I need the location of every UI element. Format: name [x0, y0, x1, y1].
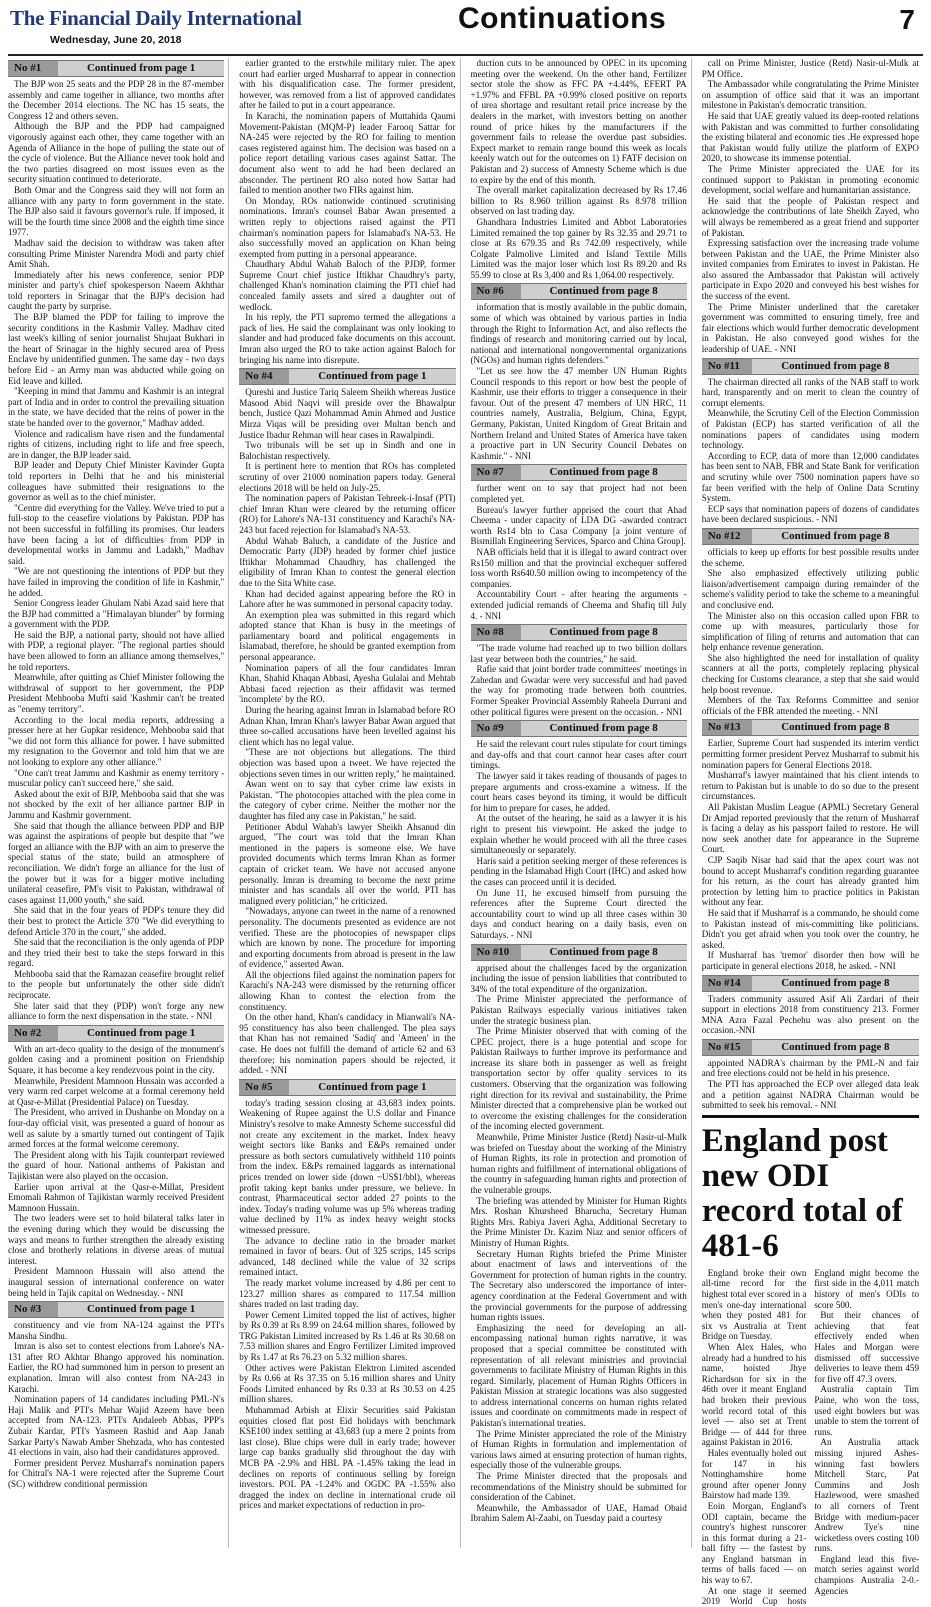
- paragraph: "One can't treat Jammu and Kashmir as enemy territory - muscular policy can't succeed here," she said.: [8, 767, 225, 789]
- paragraph: The chairman directed all ranks of the NAB staff to work hard, transparently and on merit to clean the country of corrupt elements.: [701, 376, 919, 408]
- continuation-story: [239, 1079, 455, 1511]
- paragraph: "Centre did everything for the Valley. We've tried to put a full-stop to the ceasefire violations by Pakistan. PDP has not been successful in fulfilling its promises. Our leaders have been facing a lot of difficulties from PDP in developmental works in Jammu and Ladakh," Madhav said.: [8, 502, 225, 566]
- continuation-header: [471, 944, 687, 961]
- paragraph: Petitioner Abdul Wahab's lawyer Sheikh Ahsanud din argued, "The court was told that the Imran Khan mentioned in the papers is someone else. We have provided documents which terms Imran Khan as former captain of cricket team. We have not accused anyone personally. Imran is dreaming to become the next prime minister and has scandals all over the world. PTI has maligned every politician," he criticized.: [239, 821, 456, 906]
- continuation-story: [702, 975, 919, 1036]
- continuation-header: [702, 528, 919, 545]
- paragraph: Both Omar and the Congress said they will not form an alliance with any party to form government in the state. The BJP also said it favours governor's rule. If imposed, it will be the fourth time since 2008 and the eighth time since 1977.: [8, 184, 225, 238]
- issue-date: Wednesday, June 20, 2018: [50, 34, 182, 46]
- continuation-story: [239, 368, 455, 1076]
- continuation-header: [702, 1039, 919, 1056]
- paragraph: An Australia attack missing injured Ashes-winning fast bowlers Mitchell Starc, Pat Cummins and Josh Hazlewood, were smashed to all corners of Trent Bridge with medium-pacer Andrew Tye's nine wicketless overs costing 100 runs.: [814, 1437, 919, 1554]
- paragraph: call on Prime Minister, Justice (Retd) Nasir-ul-Mulk at PM Office.: [701, 58, 919, 79]
- paragraph: He said that if Musharraf is a commando, he should come to Pakistan instead of mis-committing like politicians. Didn't you get afraid when you took over the country, he asked.: [701, 907, 919, 950]
- column-2: [239, 58, 460, 1548]
- continuation-story: [702, 719, 919, 971]
- paragraph: Secretary Human Rights briefed the Prime Minister about enactment of laws and interventions of the Government for protection of human rights in the country. The Secretary also underscored the importance of inter-agency coordination at the Federal Government and with the provincial governments for the purpose of addressing human rights issues.: [470, 1248, 687, 1323]
- paragraph: CJP Saqib Nisar had said that the apex court was not bound to accept Musharraf's condition regarding guarantee for his return, as the court has already granted him protection by letting him to practice politics in Pakistan without any fear.: [701, 854, 919, 908]
- continuation-story: [471, 624, 687, 717]
- continuation-number: No #15: [702, 1040, 752, 1055]
- paragraph: The nomination papers of Pakistan Tehreek-i-Insaf (PTI) chief Imran Khan were cleared by the returning officer (RO) for Lahore's NA-131 constituency and Karachi's NA-243 but faced rejection for Islamabad's NA-53.: [239, 493, 456, 535]
- paragraph: He said that the people of Pakistan respect and acknowledge the contributions of late Sheikh Zayed, who will always be remembered as a great friend and supporter of Pakistan.: [701, 195, 919, 238]
- paragraph: The two leaders were set to hold bilateral talks later in the evening during which they would be discussing the ways and means to further strengthen the already existing close and brotherly relations in diverse areas of mutual interest.: [8, 1213, 225, 1266]
- continuation-number: No #11: [702, 359, 752, 374]
- continuation-number: No #9: [471, 721, 521, 736]
- paragraph: In Karachi, the nomination papers of Muttahida Qaumi Movement-Pakistan (MQM-P) leader Farooq Sattar for NA-245 were rejected by the RO for failing to mention cases registered against him. The decision was based on a police report detailing various cases against Sattar. The document also went to add he had been declared an absconder. The pertinent RO also noted how Sattar had failed to mention another two FIRs against him.: [239, 110, 456, 196]
- paragraph: Qureshi and Justice Tariq Saleem Sheikh whereas Justice Masood Abid Naqvi will preside over the Bhawalpur bench, Justice Qazi Mohammad Amin Ahmed and Justice Mirza Viqas will be presiding over Multan bench and Justice Ibadur Rehman will hear cases in Rawalpindi.: [239, 387, 456, 440]
- continuation-number: No #3: [8, 1302, 58, 1317]
- continuation-label: Continued from page 8: [549, 285, 658, 298]
- paragraph: All the objections filed against the nomination papers for Karachi's NA-243 were dismissed by the returning officer allowing Khan to contest the election from the constituency.: [239, 969, 456, 1012]
- continuation-header: [702, 975, 919, 992]
- continuation-header: [471, 464, 687, 481]
- paragraph: today's trading session closing at 43,683 index points. Weakening of Rupee against the U.S dollar and Finance Ministry's resolve to make Amnesty Scheme successful did not create any excitement in the market. Index heavy weight sectors like Banks and E&Ps remained under pressure as both sectors cumulatively withheld 110 points from the index. E&Ps remained laggards as international prices trended on lower side (down ~US$1/bbl), whereas profit taking kept banks under pressure, we believe. In contrast, Pharmaceutical sector added 27 points to the index. Today's trading volume was up 5% whereas trading value declined by 11% as index heavy weight stocks witnessed pressure.: [239, 1097, 456, 1235]
- continuation-header: [8, 1025, 224, 1042]
- paragraph: Ghandhara Industries Limited and Abbot Laboratories Limited remained the top gainer by Rs 32.35 and 29.71 to close at Rs 679.35 and Rs 742.09 respectively, while Colgate Palmolive Limited and Island Textile Mills Limited was the major loser which lost Rs 89.20 and Rs 55.99 to close at Rs 3,400 and Rs 1,064.00 respectively.: [470, 216, 687, 280]
- paragraph: England lead this five-match series against world champions Australia 2-0.-Agencies: [814, 1553, 919, 1596]
- continuation-header: [8, 1301, 224, 1318]
- masthead: [8, 0, 923, 56]
- continuation-story: [471, 283, 687, 461]
- paragraph: Nomination papers of all the four candidates Imran Khan, Shahid Khaqan Abbasi, Ayesha Gulalai and Mehtab Abbasi faced rejection as their affidavit was termed 'incomplete' by the RO.: [239, 662, 456, 705]
- continuation-number: No #7: [471, 465, 521, 480]
- paragraph: information that is mostly available in the public domain, some of which was obtained by various parties in India through the Right to Information Act, and also reflects the findings of research and monitoring carried out by local, national and international nongovernmental organizations (NGOs) and human rights defenders.": [470, 302, 687, 366]
- continuation-header: [471, 283, 687, 300]
- paragraph: Power Cement Limited topped the list of actives, higher by Rs 0.39 at Rs 8.99 on 24.64 million shares, followed by TRG Pakistan Limited increased by Rs 1.46 at Rs 30.68 on 7.53 million shares and Engro Fertilizer Limited improved by Rs 1.47 at Rs 76.23 on 5.32 million shares.: [239, 1309, 456, 1363]
- paragraph: She said that in the four years of PDP's tenure they did their best to protect the Article 370 "We did everything to defend Article 370 in the court," she added.: [8, 905, 225, 937]
- england-headline: England post new ODI record total of 481-6: [701, 1122, 903, 1264]
- paragraph: Accountability Court - after hearing the arguments - extended judicial remands of Cheema and Shafiq till July 4. - NNI: [470, 589, 687, 621]
- paragraph: Traders community assured Asif Ali Zardari of their support in elections 2018 from constituency 213. Former MNA Azra Fazal Pechehu was also present on the occasion.-NNI: [701, 993, 919, 1036]
- paragraph: She said that though the alliance between PDP and BJP was against the aspirations of people but despite that "we forged an alliance with the BJP with an aim to preserve the special status of the state, build an atmosphere of reconciliation. We didn't forge an alliance for the lust of the power but it was for a bigger motive including unilateral ceasefire, PM's visit to Pakistan, withdrawal of cases against 11,000 youth," she said.: [8, 820, 225, 905]
- continuation-label: Continued from page 8: [549, 722, 658, 735]
- paragraph: The briefing was attended by Minister for Human Rights Mrs. Roshan Khursheed Bharucha, Secretary Human Rights Mrs. Rabiya Javeri Agha, Additional Secretary to the Prime Minister Dr. Kazim Niaz and senior officers of Ministry of Human Rights.: [470, 1195, 687, 1248]
- continuation-story: [239, 58, 455, 365]
- paragraph: Violence and radicalism have risen and the fundamental rights of citizens, including right to life and free speech, are in danger, the BJP leader said.: [8, 428, 225, 460]
- paragraph: The Prime Minister appreciated the performance of Pakistan Railways especially various initiatives taken under the strategic business plan.: [470, 994, 687, 1026]
- paragraph: Former president Pervez Musharraf's nomination papers for Chitral's NA-1 were rejected after the Supreme Court (SC) withdrew conditional permission: [8, 1457, 225, 1489]
- continuation-label: Continued from page 1: [318, 1080, 427, 1093]
- paragraph: He said the BJP, a national party, should not have allied with PDP, a regional player. "The regional parties should have been allowed to form an alliance among themselves," he told reporters.: [8, 629, 225, 672]
- continuation-label: Continued from page 8: [781, 359, 890, 372]
- paragraph: During the hearing against Imran in Islamabad before RO Adnan Khan, Imran Khan's lawyer Babar Awan argued that three so-called accusations have been levelled against his client which has no legal value.: [239, 705, 456, 747]
- column-1: [8, 58, 229, 1548]
- continuation-header: [239, 368, 455, 385]
- paragraph: The Prime Minister appreciated the UAE for its continued support to Pakistan in promoting economic development, social welfare and humanitarian assistance.: [701, 163, 919, 196]
- paragraph: "The trade volume had reached up to two billion dollars last year between both the countries," he said.: [470, 643, 687, 664]
- paragraph: duction cuts to be announced by OPEC in its upcoming meeting over the weekend. On the other hand, Fertilizer sector stole the show as FFC PA +4.44%, EFERT PA +1.97% and FFBL PA +0.99% closed positive on reports of urea shortage and resultant retail price increase by the dealers in the market, with investors betting on another round of price hikes by the manufacturers if the government fails to release the overdue past subsidies. Expect market to remain range bound this week as locals keenly watch out for the outcomes on 1) FATF decision on Pakistan and 2) success of Amnesty Scheme which is due to expire by the end of this month.: [470, 58, 687, 185]
- paragraph: The BJP won 25 seats and the PDP 28 in the 87-member assembly and came together in alliance, two months after the December 2014 elections. The NC has 15 seats, the Congress 12 and others seven.: [8, 79, 225, 121]
- continuation-story: [702, 58, 919, 355]
- paragraph: further went on to say that project had not been completed yet.: [470, 483, 687, 504]
- paragraph: On June 11, he excused himself from pursuing the references after the Supreme Court directed the accountability court to wind up all three cases within 30 days and conduct hearing on a daily basis, even on Saturdays. - NNI: [470, 887, 687, 940]
- paragraph: She said that the reconciliation is the only agenda of PDP and they tried their best to take the steps forward in this regard.: [8, 937, 225, 969]
- paragraph: Australia captain Tim Paine, who won the toss, used eight bowlers but was unable to stem the torrent of runs.: [814, 1384, 919, 1437]
- continuation-number: No #6: [471, 284, 521, 299]
- paragraph: The PTI has approached the ECP over alleged data leak and a petition against NADRA Chairman would be submitted to seek his removal. - NNI: [701, 1079, 919, 1111]
- paragraph: Meanwhile, the Ambassador of UAE, Hamad Obaid Ibrahim Salem Al-Zaabi, on Tuesday paid a courtesy: [470, 1502, 687, 1524]
- paragraph: Emphasizing the need for developing an all-encompassing national human rights narrative, it was proposed that a special committee be constituted with representation of all relevant ministries and provincial governments to facilitate Ministry of Human Rights in this regard. Similarly, placement of Human Rights Officers in Pakistan Mission at strategic locations was also suggested to address international concerns on human rights related issues and coordinate on commitments made in respect of Pakistan's international treaties.: [470, 1322, 687, 1429]
- england-article-body: [702, 1268, 919, 1607]
- continuation-label: Continued from page 8: [781, 721, 890, 734]
- continuation-label: Continued from page 1: [86, 62, 196, 74]
- paragraph: Although the BJP and the PDP had campaigned vigorously against each other, they came together with an Agenda of Alliance in the hope of pulling the state out of the cycle of violence. But the Alliance never took hold and the two parties disagreed on most issues even as the security situation continued to deteriorate.: [8, 121, 225, 185]
- continuation-story: [8, 60, 224, 1022]
- paragraph: Senior Congress leader Ghulam Nabi Azad said here that the BJP had committed a "Himalayan blunder" by forming a government with the PDP.: [8, 598, 225, 630]
- paragraph: President Mamnoon Hussain will also attend the inaugural session of international conference on water being held in Tajik capital on Wednesday. - NNI: [8, 1266, 225, 1298]
- paragraph: Meanwhile, Prime Minister Justice (Retd) Nasir-ul-Mulk was briefed on Tuesday about the working of the Ministry of Human Rights, its role in protection and promotion of human rights and fulfillment of international obligations of the country in safeguarding human rights and protection of the vulnerable groups.: [470, 1132, 687, 1195]
- paragraph: Meanwhile, after quitting as Chief Minister following the withdrawal of support to her government, the PDP President Mehbooba Mufti said 'Kashmir can't be treated as "enemy territory".: [8, 672, 225, 715]
- paragraph: At the outset of the hearing, he said as a lawyer it is his right to present his viewpoint. He asked the judge to explain whether he would proceed with all the three cases simultaneously or separately.: [470, 813, 687, 856]
- continuation-number: No #4: [239, 369, 289, 384]
- paragraph: "We are not questioning the intentions of PDP but they have failed in improving the condition of life in Kashmir," he added.: [8, 566, 225, 598]
- england-rule: [702, 1115, 919, 1118]
- paragraph: Asked about the exit of BJP, Mehbooba said that she was not shocked by the exit of her alliance partner BJP in Jammu and Kashmir government.: [8, 788, 225, 820]
- paragraph: NAB officials held that it is illegal to award contract over Rs150 million and that the provincial exchequer suffered loss worth Rs640.50 million owing to incompetency of the companies.: [470, 546, 687, 589]
- continuation-label: Continued from page 8: [781, 976, 890, 989]
- column-3: [471, 58, 692, 1548]
- paragraph: On Monday, ROs nationwide continued scrutinising nominations. Imran's counsel Babar Awan presented a written reply to objections raised against the PTI chairman's nomination papers for Islamabad's NA-53. He also successfully moved an application on Khan being exempted from putting in a personal appearance.: [239, 195, 456, 259]
- continuation-header: [471, 624, 687, 641]
- continuation-label: Continued from page 8: [549, 626, 658, 639]
- continuation-story: [702, 528, 919, 717]
- paragraph: "These are not objections but allegations. The third objection was based upon a tweet. We have rejected the objections seven times in our written reply," he maintained.: [239, 747, 456, 779]
- paragraph: It is pertinent here to mention that ROs has completed scrutiny of over 21000 nomination papers today. General elections 2018 will be held on July-25.: [239, 461, 456, 493]
- column-4-stories: [702, 58, 919, 1111]
- paragraph: BJP leader and Deputy Chief Minister Kavinder Gupta told reporters in Delhi that he and his ministerial colleagues have submitted their resignations to the governor as well as to the chief minister.: [8, 460, 225, 503]
- continuation-header: [702, 719, 919, 736]
- paragraph: constituency and vie from NA-124 against the PTI's Mansha Sindhu.: [8, 1320, 225, 1341]
- paragraph: The Prime Minister underlined that the caretaker government was committed to ensuring timely, free and fair elections which would further democratic development in Pakistan. He also conveyed good wishes for the leadership of UAE. - NNI: [701, 301, 919, 355]
- continuation-header: [702, 358, 919, 375]
- paragraph: The Ambassador while congratulating the Prime Minister on assumption of office said that it was an important milestone in Pakistan's democratic transition.: [701, 79, 919, 111]
- continuation-label: Continued from page 1: [318, 370, 427, 383]
- paragraph: Meanwhile, the Scrutiny Cell of the Election Commission of Pakistan (ECP) has started verification of all the nominations papers of candidates using modern technology.: [701, 408, 919, 451]
- paragraph: According to ECP, data of more than 12,000 candidates has been sent to NAB, FBR and State Bank for verification and scrutiny while over 7500 nomination papers have so far been verified with the help of Online Data Scrutiny System.: [701, 450, 919, 504]
- continuation-number: No #8: [471, 625, 521, 640]
- paragraph: The Prime Minister appreciated the role of the Ministry of Human Rights in formulation and implementation of various laws aimed at ensuring protection of human rights, especially those of the vulnerable groups.: [470, 1428, 687, 1471]
- masthead-left: [10, 6, 302, 46]
- paragraph: Chaudhary Abdul Wahab Baloch of the PJDP, former Supreme Court chief justice Iftikhar Chaudhry's party, challenged Khan's nomination claiming the PTI chief had concealed family assets and sired a daughter out of wedlock.: [239, 259, 456, 312]
- paragraph: Mehbooba said that the Ramazan ceasefire brought relief to the people but unfortunately the other side didn't reciprocate.: [8, 968, 225, 1001]
- column-4: [701, 58, 923, 1607]
- continuation-number: No #5: [239, 1080, 289, 1095]
- continuation-story: [8, 1301, 224, 1490]
- paragraph: appointed NADRA's chairman by the PML-N and fair and free elections could not be held in his presence.: [701, 1057, 919, 1079]
- paragraph: The lawyer said it takes reading of thousands of pages to prepare arguments and cross-examine a witness. If the court hears cases beyond its timing, it would be difficult for him to prepare for cases, he added.: [470, 771, 687, 813]
- paragraph: Muhammad Arbish at Elixir Securities said Pakistan equities closed flat post Eid holidays with benchmark KSE100 index settling at 43,683 (up a mere 2 points from last close). Blue chips were dull in early trade; however large cap banks gradually slid throughout the day with MCB PA -2.9% and HBL PA -1.45% taking the lead in declines on reports of continuous selling by foreign investors. POL PA -1.24% and OGDC PA -1.55% also dragged the index on decline in international crude oil prices and market expectations of reduction in pro-: [239, 1405, 456, 1511]
- continuation-label: Continued from page 1: [86, 1303, 196, 1316]
- paragraph: Musharraf's lawyer maintained that his client intends to return to Pakistan but is unable to do so due to the present circumstances.: [701, 770, 919, 802]
- paragraph: Earlier upon arrival at the Qasr-e-Millat, President Emomali Rahmon of Tajikistan warmly received President Mamnoon Hussain.: [8, 1181, 225, 1213]
- paragraph: The overall market capitalization decreased by Rs 17.46 billion to Rs 8.960 trillion against Rs 8.978 trillion observed on last trading day.: [470, 185, 687, 217]
- paragraph: earlier granted to the erstwhile military ruler. The apex court had earlier urged Musharraf to appear in connection with his disqualification case. The former president, however, was removed from a list of approved candidates after he failed to put in a court appearance.: [239, 58, 456, 111]
- continuation-label: Continued from page 8: [781, 529, 890, 542]
- continuation-number: No #12: [702, 529, 752, 544]
- continuation-number: No #13: [702, 720, 752, 735]
- paragraph: The Prime Minister directed that the proposals and recommendations of the Ministry should be submitted for consideration of the Cabinet.: [470, 1471, 687, 1503]
- paragraph: Members of the Tax Reforms Committee and senior officials of the FBR attended the meeting. - NNI: [701, 695, 919, 716]
- paragraph: Hales eventually holed out for 147 in his Nottinghamshire home ground after opener Jonny Bairstow had made 139.: [701, 1447, 807, 1501]
- paragraph: He said the relevant court rules stipulate for court timings and day-offs and that court cannot hear cases after court timings.: [470, 739, 687, 771]
- continuation-story: [8, 1025, 224, 1298]
- paragraph: Two tribunals will be set up in Sindh and one in Balochistan respectively.: [239, 440, 456, 461]
- continuation-story: [471, 58, 687, 280]
- continuation-header: [471, 720, 687, 737]
- paragraph: Rafie said that joint border trade committees' meetings in Zahedan and Gwadar were very successful and had paved the way for promoting trade between both countries. Former Speaker Provincial Assembly Raheela Durrani and other political figures were present on the occasion. - NNI: [470, 664, 687, 717]
- paragraph: The BJP blamed the PDP for failing to improve the security conditions in the Kashmir Valley. Madhav cited last week's killing of senior journalist Shujaat Bukhari in the heart of Srinagar in the highly secured area of Press Enclave by unidentified gunmen. The same day - two days before Eid - an Army man was abducted while going on Eid leave and killed.: [8, 312, 225, 386]
- paragraph: According to the local media reports, addressing a presser here at her Gupkar residence, Mehbooba said that "we did not form this alliance for power. I have submitted my resignation to the Governor and told him that we are not looking to explore any other alliance.": [8, 714, 225, 767]
- paragraph: He said that UAE greatly valued its deep-rooted relations with Pakistan and was committed to further consolidating the existing bilateral and economic ties .He expressed hope that Pakistan would fully utilize the platform of EXPO 2020, to showcase its immense potential.: [701, 110, 919, 164]
- paragraph: Haris said a petition seeking merger of these references is pending in the Islamabad High Court (IHC) and asked how the cases can proceed until it is decided.: [470, 855, 687, 887]
- paragraph: She later said that they (PDP) won't forge any new alliance to form the next dispensation in the state. - NNI: [8, 1000, 225, 1022]
- columns: [8, 58, 923, 1607]
- continuation-number: No #1: [8, 61, 58, 76]
- paragraph: Bureau's lawyer further apprised the court that Ahad Cheema - under capacity of LDA DG -awarded contract worth Rs14 bln to Casa Company [a joint venture of Bismillah Engineering Services, Sparco and China Group].: [470, 504, 687, 547]
- paragraph: Abdul Wahab Baluch, a candidate of the Justice and Democratic Party (JDP) headed by former chief justice Iftikhar Mohammad Chaudhry, has challenged the eligibility of Imran Khan to contest the general election due to the Sita White case.: [239, 535, 456, 588]
- paragraph: "Keeping in mind that Jammu and Kashmir is an integral part of India and in order to control the prevailing situation in the state, we have decided that the reins of power in the state be handed over to the governor," Madhav added.: [8, 386, 225, 428]
- continuation-story: [471, 464, 687, 621]
- paragraph: "Let us see how the 47 member UN Human Rights Council responds to this report or how best the people of Kashmir, use their efforts to trigger a consequence in their favour. Out of the present 47 members of UN HRC, 11 countries namely, Australia, Belgium, China, Egypt, Germany, Pakistan, United Kingdom of Great Britain and Northern Ireland and United States of America have taken a proactive part in UN Security Council Debates on Kashmir." - NNI: [470, 366, 687, 461]
- paragraph: "Nowadays, anyone can tweet in the name of a renowned personality. The documents presented as evidence are not verified. These are the photocopies of newspaper clips which are known by none. The procedure for importing and exporting documents from abroad is present in the law of evidence," asserted Awan.: [239, 906, 456, 970]
- section-title: Continuations: [458, 2, 667, 35]
- continuation-story: [471, 944, 687, 1524]
- paper-name: The Financial Daily International: [10, 6, 302, 30]
- page-number: 7: [899, 4, 915, 35]
- paragraph: Expressing satisfaction over the increasing trade volume between Pakistan and the UAE, the Prime Minister also invited companies from Emirates to invest in Pakistan. He also assured the Ambassador that Pakistan will actively participate in Expo 2020 and conveyed his best wishes for the success of the event.: [701, 238, 919, 302]
- paragraph: The President, who arrived in Dushanbe on Monday on a four-day official visit, was presented a guard of honour as well as salute by a smartly turned out contingent of Tajik armed forces at the formal welcome ceremony.: [8, 1107, 225, 1150]
- paragraph: Earlier, Supreme Court had suspended its interim verdict permitting former president Pervez Musharraf to submit his nomination papers for General Elections 2018.: [701, 738, 919, 770]
- continuation-story: [471, 720, 687, 940]
- paragraph: With an art-deco quality to the design of the monument's golden casing and a prominent position on Friendship Square, it has become a key rendezvous point in the city.: [8, 1043, 225, 1076]
- paragraph: Eoin Morgan, England's ODI captain, became the country's highest runscorer in this format during a 21-ball fifty — the fastest by any England batsman in terms of balls faced — on his way to 67.: [701, 1500, 807, 1586]
- continuation-number: No #2: [8, 1026, 58, 1041]
- paragraph: Awan went on to say that cyber crime law exists in Pakistan. "The photocopies attached with the plea come in the category of cyber crime. Neither the mother nor the daughter has filed any case in Pakistan," he said.: [239, 779, 456, 821]
- paragraph: Khan had decided against appearing before the RO in Lahore after he was summoned in personal capacity today.: [239, 588, 456, 610]
- paragraph: But their chances of achieving that feat effectively ended when Hales and Morgan were dismissed off successive deliveries to leave them 459 for five off 47.3 overs.: [814, 1310, 919, 1384]
- paragraph: The advance to decline ratio in the broader market remained in favor of bears. Out of 325 scrips, 145 scrips advanced, 148 declined while the value of 32 scrips remained intact.: [239, 1235, 456, 1278]
- paragraph: On the other hand, Khan's candidacy in Mianwali's NA-95 constituency has also been challenged. The plea says that Khan has not remained 'Sadiq' and 'Ameen' in the case. He does not fulfill the demand of article 62 and 63 therefore; his nomination papers should be rejected, it added. - NNI: [239, 1012, 456, 1076]
- paragraph: ECP says that nomination papers of dozens of candidates have been declared suspicious. - NNI: [701, 503, 919, 525]
- continuation-story: [702, 1039, 919, 1111]
- paragraph: She also emphasized effectively utilizing public liaison/advertisement campaign during remainder of the scheme's validity period to take the scheme to a meaningful and conclusive end.: [701, 568, 919, 610]
- paragraph: Immediately after his news conference, senior PDP minister and party's chief spokesperson Naeem Akhthar told reporters in Srinagar that the BJP's decision had caught the party by surprise.: [8, 269, 225, 312]
- continuation-header: [239, 1079, 455, 1096]
- paragraph: The President along with his Tajik counterpart reviewed the guard of hour. National anthems of Pakistan and Tajikistan were also played on the occasion.: [8, 1149, 225, 1181]
- continuation-number: No #10: [471, 945, 521, 960]
- paragraph: At one stage it seemed 2019 World Cup hosts England might become the first side in the 4,011 match history of men's ODIs to score 500.: [701, 1267, 919, 1607]
- paragraph: officials to keep up efforts for best possible results under the scheme.: [701, 546, 919, 568]
- paragraph: If Musharraf has 'tremor' disorder then how will he participate in general elections 2018, he asked. - NNI: [701, 950, 919, 971]
- continuation-number: No #14: [702, 976, 752, 991]
- continuation-header: [8, 60, 224, 77]
- paragraph: She also highlighted the need for installation of quality scanners at all the ports, completely replacing physical checking for Customs clearance, a step that she said would help boost revenue.: [701, 652, 919, 695]
- paragraph: Meanwhile, President Mamnoon Hussain was accorded a very warm red carpet welcome at a formal ceremony held at Qasr-e-Millat (Presidential Palace) on Tuesday.: [8, 1075, 225, 1107]
- continuation-label: Continued from page 1: [86, 1026, 196, 1039]
- continuation-story: [702, 358, 919, 525]
- continuation-label: Continued from page 8: [781, 1040, 890, 1053]
- paragraph: All Pakistan Muslim League (APML) Secretary General Dr Amjad reported previously that the return of Musharraf is facing a delay as his passport failed to restore. He will now seek another date for appearance in the Supreme Court.: [701, 802, 919, 855]
- paragraph: In his reply, the PTI supremo termed the allegations a pack of lies. He said the complainant was only looking to slander and had produced fake documents on this account. Imran also urged the RO to take action against Baloch for bringing his name into disrepute.: [239, 312, 456, 365]
- paragraph: The Prime Minister observed that with coming of the CPEC project, there is a huge potential and scope for Pakistan Railways to further improve its performance and increase its share both in passenger as well as freight transportation sector by offer quality services to its customers. Observing that the organization was following right direction for its revival and sustainability, the Prime Minister directed that a comprehensive plan be worked out to overcome the existing challenges for the consideration of the incoming elected government.: [470, 1026, 687, 1132]
- paragraph: An exemption plea was submitted in this regard which adopted stance that Khan is busy in the meetings of parliamentary board and political engagements in Islamabad, therefore, he should be granted exemption from personal appearance.: [239, 609, 456, 663]
- paragraph: Madhav said the decision to withdraw was taken after consulting Prime Minister Narendra Modi and party chief Amit Shah.: [8, 237, 225, 270]
- paragraph: Nomination papers of 14 candidates including PML-N's Haji Malik and PTI's Mehar Wajid Azeem have been accepted from NA-123. PTI's Andaleeb Abbas, PPP's Zubair Kardar, PTI's Yasmeen Rashid and Aap Janab Sarkar Party's Nawab Amber Shehzada, who has contested 41 elections in vain, also had their candidatures approved.: [8, 1394, 225, 1458]
- continuation-label: Continued from page 8: [549, 466, 658, 479]
- paragraph: England broke their own all-time record for the highest total ever scored in a men's one-day international when they posted 481 for six vs Australia at Trent Bridge on Tuesday.: [701, 1267, 807, 1342]
- paragraph: apprised about the challenges faced by the organization including the issue of pension liabilities that contributed to 34% of the total expenditure of the organization.: [470, 962, 687, 994]
- continuation-label: Continued from page 8: [549, 945, 658, 958]
- paragraph: When Alex Hales, who already had a hundred to his name, hoisted Jhye Richardson for six in the 46th over it meant England had broken their previous world record total of this level — also set at Trent Bridge — of 444 for three against Pakistan in 2016.: [701, 1342, 807, 1448]
- paragraph: Imran is also set to contest elections from Lahore's NA-131 after RO Akhtar Bhango approved his nomination. Earlier, the RO had summoned him in person to present an explanation. Imran will also contest from NA-243 in Karachi.: [8, 1341, 225, 1394]
- paragraph: The Minister also on this occasion called upon FBR to come up with measures, particularly those for simplification of filing of returns and automation that can help enhance revenue generation.: [701, 610, 919, 653]
- paragraph: The ready market volume increased by 4.86 per cent to 123.27 million shares as compared to 117.54 million shares traded on last trading day.: [239, 1277, 456, 1310]
- paragraph: Other actives were Pakistan Elektron Limited ascended by Rs 0.66 at Rs 37.35 on 5.16 million shares and Unity Foods Limited enhanced by Rs 0.33 at Rs 30.53 on 4.25 million shares.: [239, 1362, 456, 1405]
